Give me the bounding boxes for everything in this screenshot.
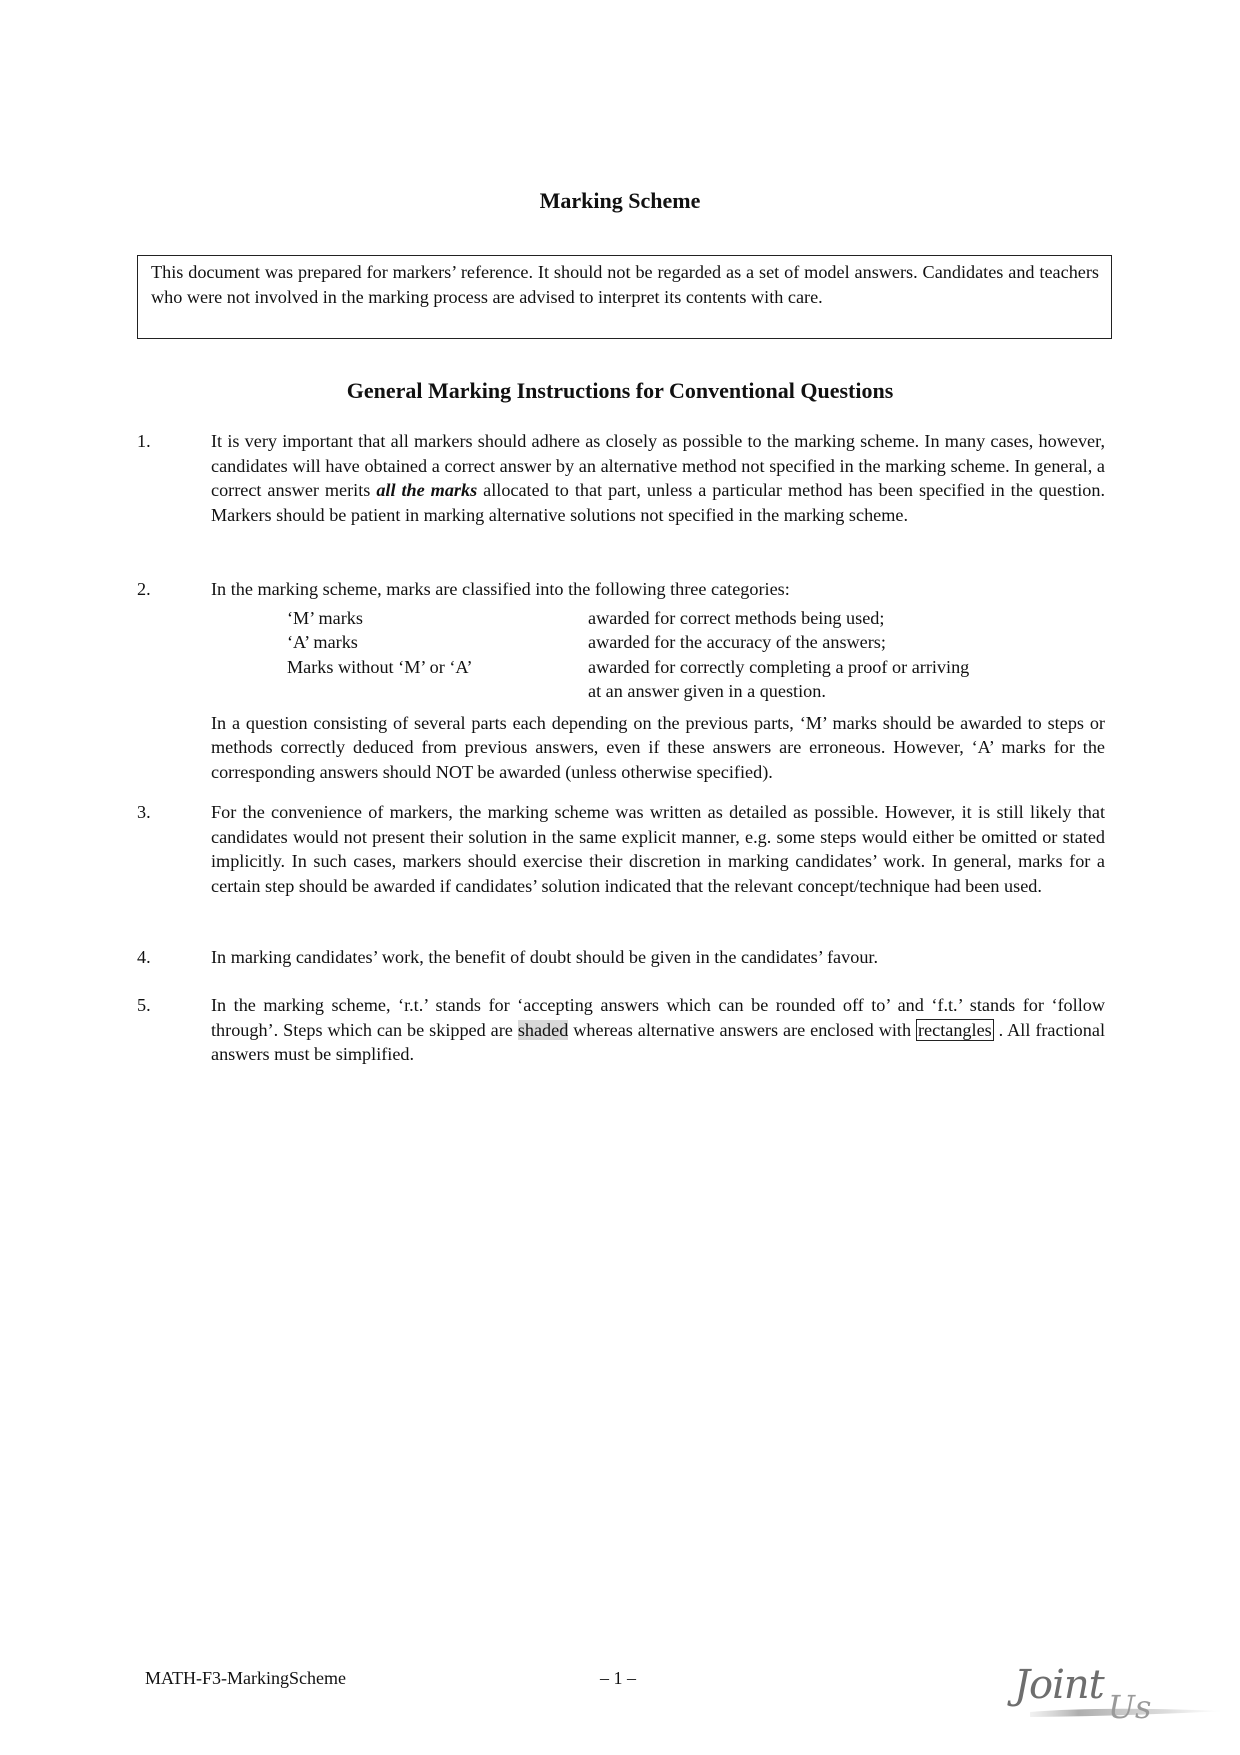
item-text: It is very important that all markers should adhere as closely as possible to the marking scheme. In many cases, however, candidates will have obtained a correct answer by an alternative method not specified in the marking scheme. In general, a correct answer merits: [211, 431, 1105, 500]
disclaimer-text: This document was prepared for markers’ reference. It should not be regarded as a set of model answers. Candidates and teachers who were not involved in the marking process are advised to interpret its contents with care.: [151, 262, 1099, 307]
logo-text-us: Us: [1108, 1688, 1152, 1726]
category-row: [287, 655, 1105, 704]
category-description: awarded for correct methods being used;: [588, 607, 885, 628]
item-number: 5.: [137, 995, 151, 1015]
item-number: 3.: [137, 802, 151, 822]
item-number: 1.: [137, 431, 151, 451]
joint-us-logo: [1010, 1662, 1230, 1742]
category-label: Marks without ‘M’ or ‘A’: [287, 656, 473, 677]
item-text: . All fractional answers must be simplified.: [211, 1019, 1106, 1064]
item-text: In the marking scheme, ‘r.t.’ stands for ‘accepting answers which can be rounded off to’ and ‘f.t.’ stands for ‘follow through’. Steps which can be skipped are: [211, 995, 1105, 1040]
item-intro: In the marking scheme, marks are classified into the following three categories:: [211, 579, 790, 599]
instruction-item-3: [137, 800, 1105, 898]
instruction-item-5: [137, 993, 1105, 1067]
category-row: [287, 630, 1105, 655]
emphasis-text: all the marks: [376, 480, 478, 500]
section-title: General Marking Instructions for Conventional Questions: [346, 378, 894, 403]
category-label: ‘A’ marks: [287, 632, 358, 652]
category-description: awarded for the accuracy of the answers;: [588, 632, 886, 652]
boxed-example: rectangles: [918, 1019, 992, 1040]
item-number: 4.: [137, 947, 151, 967]
item-text: For the convenience of markers, the marking scheme was written as detailed as possible. However, it is still likely that candidates would not present their solution in the same explicit manner, e.g. some steps would either be omitted or stated implicitly. In such cases, markers should exercise their discretion in marking candidates’ work. In general, marks for a certain step should be awarded if candidates’ solution indicated that the relevant concept/technique had been used.: [211, 802, 1105, 896]
category-row: [287, 606, 1105, 631]
item-text: allocated to that part, unless a particular method has been specified in the question. Markers should be patient in marking alternative solutions not specified in the marking scheme.: [211, 480, 1106, 525]
footer-document-code: MATH-F3-MarkingScheme: [145, 1668, 346, 1688]
item-note: In a question consisting of several parts each depending on the previous parts, ‘M’ marks should be awarded to steps or methods correctly deduced from previous answers, even if these answers are erroneous. However, ‘A’ marks for the corresponding answers should NOT be awarded (unless otherwise specified).: [211, 712, 1105, 782]
item-text: whereas alternative answers are enclosed with: [568, 1019, 916, 1040]
mark-categories: [287, 606, 1105, 704]
category-label: ‘M’ marks: [287, 607, 363, 628]
item-number: 2.: [137, 579, 151, 599]
item-text: In marking candidates’ work, the benefit of doubt should be given in the candidates’ favour.: [211, 947, 879, 967]
item-body: [211, 429, 1105, 527]
disclaimer-box: [137, 255, 1112, 339]
item-body: [211, 577, 1105, 784]
category-description: [588, 655, 1105, 704]
logo-text-joint: Joint: [1014, 1662, 1104, 1708]
page-title: Marking Scheme: [539, 188, 701, 213]
instruction-item-2: [137, 577, 1105, 784]
category-description-line: awarded for correctly completing a proof or arriving: [588, 656, 970, 677]
footer-page-number: – 1 –: [600, 1668, 636, 1688]
category-description-line: at an answer given in a question.: [588, 681, 826, 701]
instruction-item-1: [137, 429, 1105, 527]
item-body: [211, 993, 1105, 1067]
shaded-example: shaded: [517, 1019, 569, 1040]
item-body: [211, 945, 1105, 970]
item-body: [211, 800, 1105, 898]
instruction-item-4: [137, 945, 1105, 970]
